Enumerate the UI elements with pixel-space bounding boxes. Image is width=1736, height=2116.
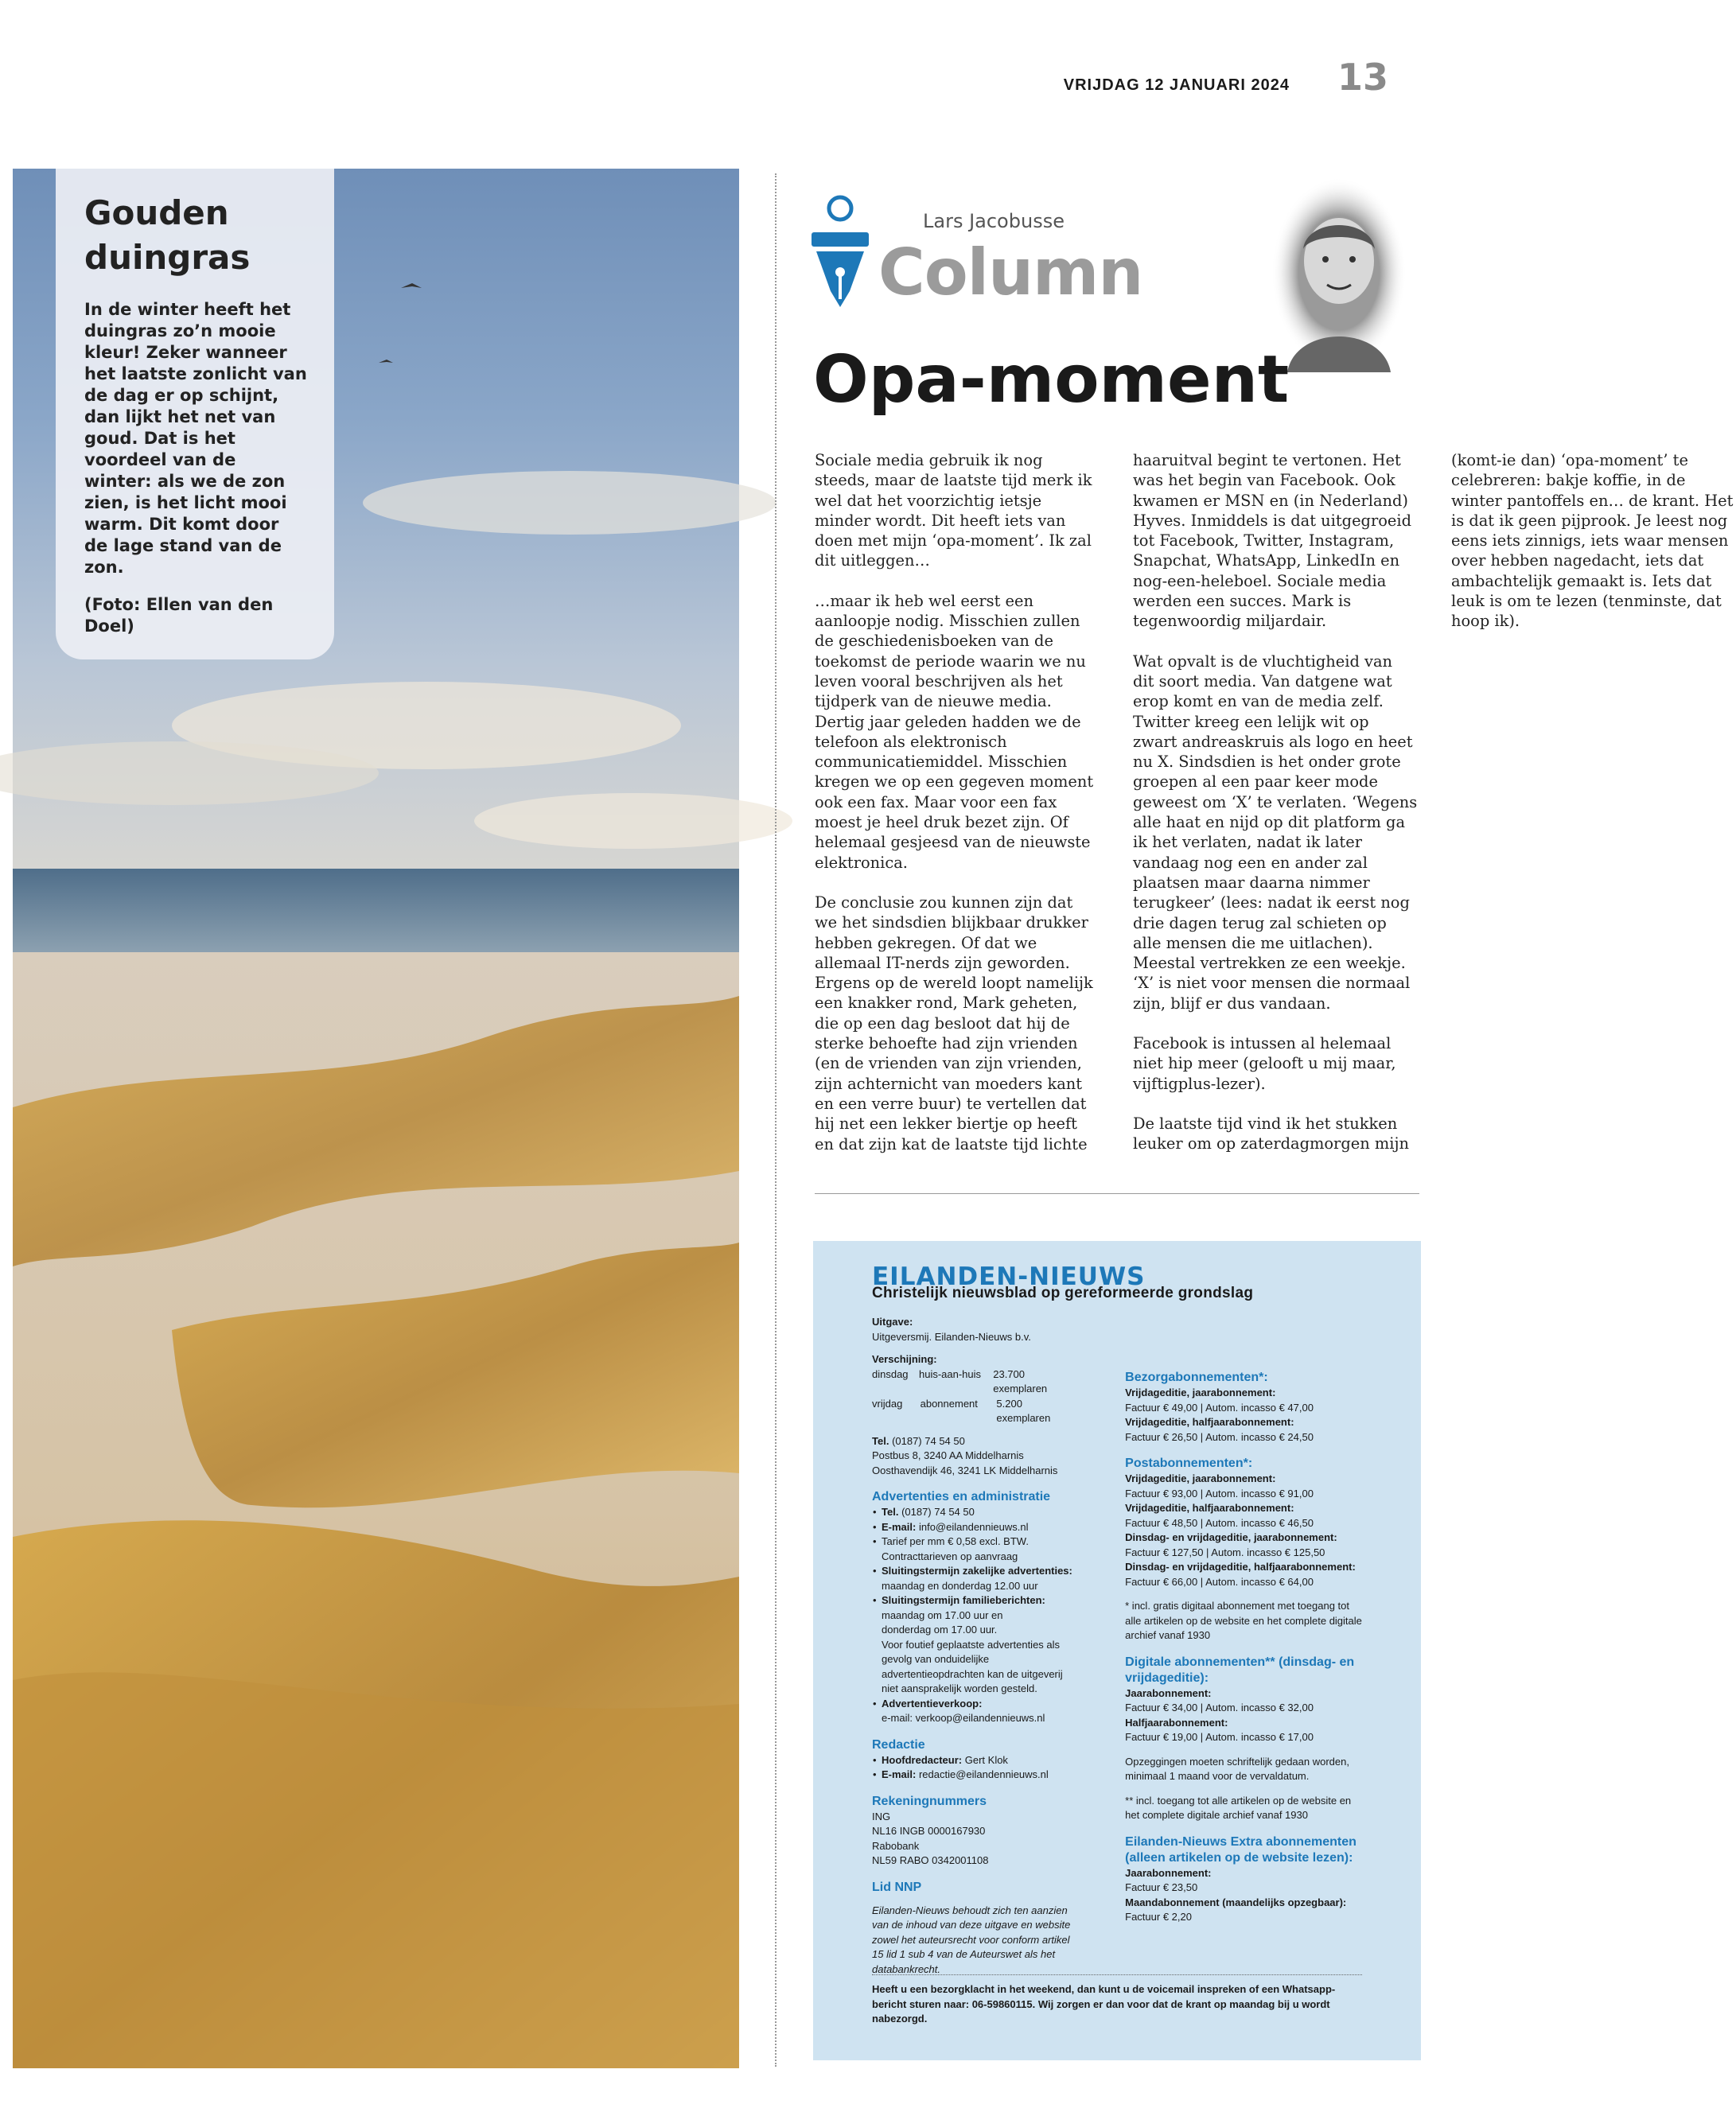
redactie-email-link[interactable]: redactie@eilandennieuws.nl	[918, 1768, 1049, 1780]
rights-text-continued	[1125, 1315, 1362, 1359]
article-headline: Opa-moment	[813, 342, 1290, 418]
adv-email-link[interactable]: info@eilandennieuws.nl	[918, 1520, 1029, 1533]
brand-logo: EILANDEN-NIEUWS	[872, 1262, 1146, 1291]
page-number: 13	[1337, 56, 1388, 99]
post-title: Postabonnementen*:	[1125, 1457, 1253, 1470]
rekeningnummers-title: Rekeningnummers	[872, 1794, 987, 1808]
photo-caption-box	[56, 169, 334, 659]
page-header	[1064, 56, 1388, 99]
address-line: Oosthavendijk 46, 3241 LK Middelharnis	[872, 1464, 1058, 1476]
opzeg-note: Opzeggingen moeten schriftelijk gedaan worden, minimaal 1 maand voor de vervaldatum.	[1125, 1755, 1349, 1782]
dotted-divider	[872, 1974, 1362, 1975]
bank-account: NL16 INGB 0000167930	[872, 1825, 986, 1837]
adv-tel[interactable]: (0187) 74 54 50	[901, 1506, 975, 1518]
caption-title-line2: duingras	[84, 238, 251, 277]
redactie-title: Redactie	[872, 1737, 925, 1752]
brand-tagline: Christelijk nieuwsblad op gereformeerde grondslag	[872, 1284, 1254, 1301]
tel-label: Tel.	[872, 1434, 889, 1447]
issue-date: VRIJDAG 12 JANUARI 2024	[1063, 76, 1290, 94]
address-line: Postbus 8, 3240 AA Middelharnis	[872, 1449, 1024, 1461]
uitgave-value: Uitgeversmij. Eilanden-Nieuws b.v.	[872, 1330, 1031, 1343]
verschijning-label: Verschijning:	[872, 1353, 937, 1365]
bezorg-title: Bezorgabonnementen*:	[1125, 1371, 1268, 1384]
verschijning-row: vrijdag abonnement 5.200 exemplaren	[872, 1397, 1051, 1424]
article-paragraph: Facebook is intussen al helemaal niet hip meer (gelooft u mij maar, vijftigplus-lezer).	[1133, 1034, 1396, 1093]
redactie-list: • Hoofdredacteur: Gert Klok • E-mail: redactie@eilandennieuws.nl	[872, 1753, 1077, 1783]
column-author: Lars Jacobusse	[923, 210, 1065, 232]
column-label: Column	[878, 235, 1143, 309]
article-body	[815, 450, 1734, 1158]
article-paragraph: Sociale media gebruik ik nog steeds, maar de laatste tijd merk ik wel dat het voorzichtig ietsje minder wordt. Dit heeft iets van doen met mijn ‘opa-moment’. Ik zal dit uitleggen…	[815, 451, 1092, 570]
verschijning-row: dinsdag huis-aan-huis 23.700 exemplaren	[872, 1367, 1048, 1394]
article-paragraph: De laatste tijd vind ik het stukken leuker om op zaterdagmorgen mijn (komt-ie dan) ‘opa-moment’ te celebreren: bakje koffie, in de winter pantoffels en… de krant. Het is dat ik geen pijprook. Je leest nog eens iets zinnigs, iets waar mensen over hebben nagedacht, iets dat ambachtelijk gemaakt is. Iets dat leuk is om te lezen (tenminste, dat hoop ik).	[1133, 451, 1734, 1153]
colophon-right-column: Bezorgabonnementen*: Vrijdageditie, jaarabonnement: Factuur € 49,00 | Autom. incasso € 47,00 Vrijdageditie, halfjaarabonnement: Factuur € 26,50 | Autom. incasso € 24,50 Postabonnementen*: Vrijdageditie, jaarabonnement: Factuur € 93,00 | Autom. incasso € 91,00 Vrijdageditie, halfjaarabonnement: Factuur € 48,50 | Autom. incasso € 46,50 Dinsdag- en vrijdageditie, jaarabonnement: Factuur € 127,50 | Autom. incasso € 125,50 Dinsdag- en vrijdageditie, halfjaarabonnement: Factuur € 66,00 | Autom. incasso € 64,00 * incl. gratis digitaal abonnement met toegang tot alle artikelen op de website en het complete digitale archief vanaf 1930 Digitale abonnementen** (dinsdag- en vrijdageditie): Jaarabonnement: Factuur € 34,00 | Autom. incasso € 32,00 Halfjaarabonnement: Factuur € 19,00 | Autom. incasso € 17,00 Opzeggingen moeten schriftelijk gedaan worden, minimaal 1 maand voor de vervaldatum. ** incl. toegang tot alle artikelen op de website en het complete digitale archief vanaf 1930 Eilanden-Nieuws Extra abonnementen (alleen artikelen op de website lezen): Jaarabonnement: Factuur € 23,50 Maandabonnement (maandelijks opzegbaar): Factuur € 2,20	[1125, 1315, 1362, 1925]
caption-title-line1: Gouden	[84, 193, 229, 232]
bezorgklacht-note: Heeft u een bezorgklacht in het weekend, dan kunt u de voicemail inspreken of een Whatsapp-bericht sturen naar: 06-59860115. Wij zorgen er dan voor dat de krant op maandag bij u wordt nabezorgd.	[872, 1983, 1336, 2025]
tel-value[interactable]: (0187) 74 54 50	[892, 1434, 965, 1447]
article-paragraph: De conclusie zou kunnen zijn dat we het sindsdien blijkbaar drukker hebben gekregen. Of dat we allemaal IT-nerds zijn geworden. Ergens op de wereld loopt namelijk een knakker rond, Mark geheten, die op een dag besloot dat hij de sterke behoefte had zijn vrienden (en de vrienden van zijn vrienden, zijn achternicht van moeders kant en een verre buur) te vertellen dat hij net een lekker biertje op heeft en dat zijn kat de laatste tijd lichte haaruitval begint te vertonen. Het was het begin van Facebook. Ook kwamen er MSN en (in Nederland) Hyves. Inmiddels is dat uitgegroeid tot Facebook, Twitter, Instagram, Snapchat, WhatsApp, LinkedIn en nog-een-heleboel. Sociale media werden een succes. Mark is tegenwoordig miljardair.	[815, 451, 1411, 1153]
advertenties-title: Advertenties en administratie	[872, 1490, 1051, 1503]
digitaal-title: Digitale abonnementen** (dinsdag- en vrijdageditie):	[1125, 1655, 1355, 1685]
rights-text: Eilanden-Nieuws behoudt zich ten aanzien van de inhoud van deze uitgave en website zowel het auteursrecht voor conform artikel 15 lid 1 sub 4 van de Auteurswet als het databankrecht.	[872, 1904, 1071, 1975]
verkoop-email-link[interactable]: e-mail: verkoop@eilandennieuws.nl	[882, 1712, 1045, 1724]
photo-credit: (Foto: Ellen van den Doel)	[84, 595, 274, 636]
article-paragraph: Wat opvalt is de vluchtigheid van dit soort media. Van datgene wat erop komt en van de media zelf. Twitter kreeg een lelijk wit op zwart andreaskruis als logo en heet nu X. Sindsdien is het onder grote groepen al een paar keer mode geweest om ‘X’ te verlaten. ‘Wegens alle haat en nijd op dit platform ga ik het verlaten, nadat ik later vandaag nog een en ander zal plaatsen maar daarna nimmer terugkeer’ (lees: nadat ik eerst nog drie dagen terug zal schieten op alle mensen die me uitlachen). Meestal vertrekken ze een weekje. ‘X’ is niet voor mensen die normaal zijn, blijf er dus vandaan.	[1133, 652, 1418, 1013]
author-portrait	[1271, 173, 1407, 375]
vertical-divider	[775, 173, 777, 2067]
bank-name: Rabobank	[872, 1839, 920, 1852]
bank-name: ING	[872, 1810, 891, 1822]
caption-text: In de winter heeft het duingras zo’n mooie kleur! Zeker wanneer het laatste zonlicht van de dag er op schijnt, dan lijkt het net van goud. Dat is het voordeel van de winter: als we de zon zien, is het licht mooi warm. Dit komt door de lage stand van de zon.	[84, 300, 307, 577]
advertenties-list: • Tel. (0187) 74 54 50 • E-mail: info@eilandennieuws.nl • Tarief per mm € 0,58 excl. BTW. Contracttarieven op aanvraag • Sluitingstermijn zakelijke advertenties: maandag en donderdag 12.00 uur • Sluitingstermijn familieberichten: maandag om 17.00 uur en donderdag om 17.00 uur. Voor foutief geplaatste advertenties als gevolg van onduidelijke advertentieopdrachten kan de uitgeverij niet aansprakelijk worden gesteld. • Advertentieverkoop: e-mail: verkoop@eilandennieuws.nl	[872, 1505, 1077, 1726]
colophon-left-column	[872, 1315, 1077, 1975]
bank-account: NL59 RABO 0342001108	[872, 1854, 989, 1866]
footnote: ** incl. toegang tot alle artikelen op de website en het complete digitale archief vanaf 1930	[1125, 1794, 1352, 1821]
article-paragraph: …maar ik heb wel eerst een aanloopje nodig. Misschien zullen de geschiedenisboeken van de toekomst de periode waarin we nu leven vooral beschrijven als het tijdperk van de nieuwe media. Dertig jaar geleden hadden we de telefoon als elektronisch communicatiemiddel. Misschien kregen we op een gegeven moment ook een fax. Maar voor een fax moest je heel druk bezet zijn. Of helemaal gesjeesd van de nieuwste elektronica.	[815, 591, 1094, 872]
fountain-pen-icon	[812, 191, 869, 313]
caption-title	[84, 191, 307, 280]
colophon-box	[813, 1241, 1421, 2060]
nnp-title: Lid NNP	[872, 1880, 922, 1894]
extra-title: Eilanden-Nieuws Extra abonnementen (alleen artikelen op de website lezen):	[1125, 1834, 1356, 1865]
horizontal-divider	[815, 1193, 1419, 1194]
uitgave-label: Uitgave:	[872, 1316, 913, 1328]
footnote: * incl. gratis digitaal abonnement met toegang tot alle artikelen op de website en het complete digitale archief vanaf 1930	[1125, 1600, 1362, 1641]
